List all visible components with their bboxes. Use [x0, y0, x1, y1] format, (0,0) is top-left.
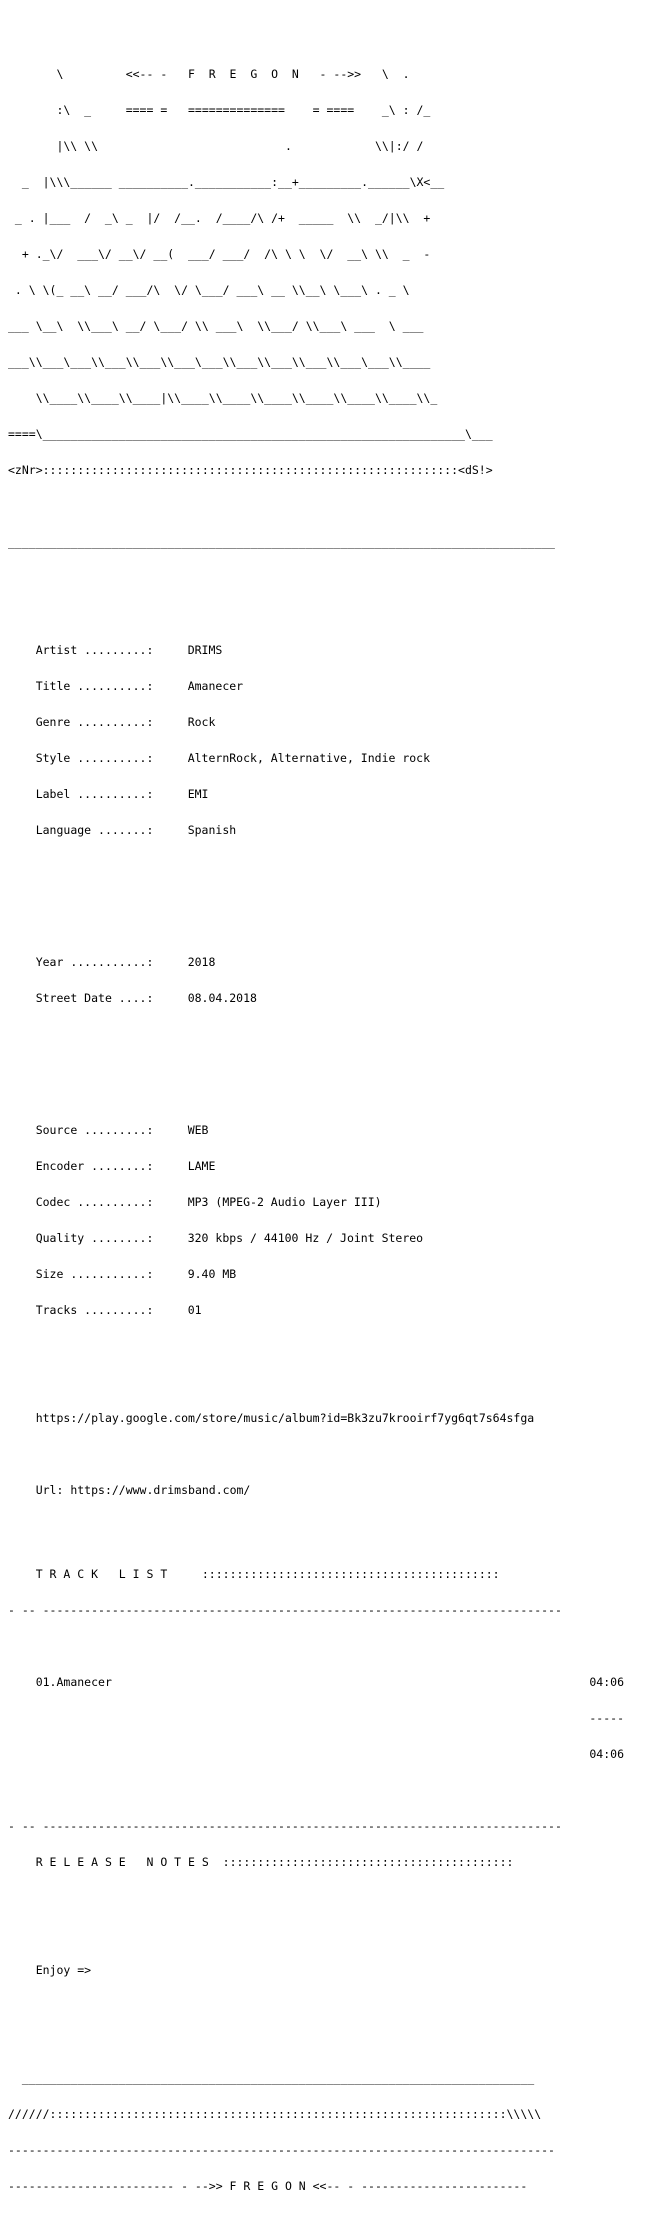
banner-line: + ._\/ ___\/ __\/ __( ___/ ___/ /\ \ \ \/ __\ \\ _ -	[8, 247, 431, 261]
codec-value: MP3 (MPEG-2 Audio Layer III)	[187, 1195, 382, 1209]
banner-line: |\\ \\ . \\|:/ /	[8, 139, 424, 153]
quality-label: Quality ........:	[35, 1231, 154, 1245]
tracks-value: 01	[187, 1303, 202, 1317]
release-notes-text: Enjoy =>	[35, 1963, 92, 1977]
encoder-label: Encoder ........:	[35, 1159, 154, 1173]
year-value: 2018	[187, 955, 216, 969]
track-row	[8, 1676, 624, 1688]
nfo-document	[8, 20, 624, 2228]
banner-line: ====\_____________________________________________________________\___	[8, 427, 493, 441]
banner-line: \\____\\____\\____|\\____\\____\\____\\____\\____\\____\\_	[8, 391, 438, 405]
genre-label: Genre ..........:	[35, 715, 154, 729]
encoder-value: LAME	[187, 1159, 216, 1173]
label-value: EMI	[187, 787, 209, 801]
street-date-label: Street Date ....:	[35, 991, 154, 1005]
dash-rule: - -- ---------------------------------------------------------------------------	[8, 1819, 562, 1833]
release-notes-header: R E L E A S E N O T E S ::::::::::::::::::::::::::::::::::::::::::	[35, 1855, 514, 1869]
source-label: Source .........:	[35, 1123, 154, 1137]
footer-colon-line: //////::::::::::::::::::::::::::::::::::::::::::::::::::::::::::::::::::\\\\\	[8, 2107, 542, 2121]
artist-value: DRIMS	[187, 643, 223, 657]
title-value: Amanecer	[187, 679, 244, 693]
tracks-label: Tracks .........:	[35, 1303, 154, 1317]
total-time: 04:06	[589, 1747, 624, 1761]
banner-line: _ . |___ / _\ _ |/ /__. /____/\ /+ _____ \\ _/|\\ +	[8, 211, 431, 225]
footer	[8, 2048, 624, 2216]
release-info-group-1	[8, 620, 624, 860]
codec-label: Codec ..........:	[35, 1195, 154, 1209]
genre-value: Rock	[187, 715, 216, 729]
street-date-value: 08.04.2018	[187, 991, 257, 1005]
release-info-group-3	[8, 1100, 624, 1340]
footer-rule-top: __________________________________________________________________________	[8, 2071, 535, 2085]
track-list	[8, 1652, 624, 1784]
quality-value: 320 kbps / 44100 Hz / Joint Stereo	[187, 1231, 424, 1245]
store-link[interactable]: https://play.google.com/store/music/album?id=Bk3zu7krooirf7yg6qt7s64sfga	[35, 1411, 535, 1425]
language-value: Spanish	[187, 823, 237, 837]
banner-line: \ <<-- - F R E G O N - -->> \ .	[8, 67, 410, 81]
footer-rule-mid: -------------------------------------------------------------------------------	[8, 2143, 555, 2157]
size-value: 9.40 MB	[187, 1267, 237, 1281]
source-value: WEB	[187, 1123, 209, 1137]
dash-rule: - -- ---------------------------------------------------------------------------	[8, 1603, 562, 1617]
track-time: 04:06	[589, 1675, 624, 1689]
banner-line: :\ _ ==== = ============== = ==== _\ : /_	[8, 103, 431, 117]
banner-line: . \ \(_ __\ __/ ___/\ \/ \___/ ___\ __ \\__\ \___\ . _ \	[8, 283, 417, 297]
footer-signature: ------------------------ - -->> F R E G O N <<-- - ------------------------	[8, 2179, 528, 2193]
size-label: Size ...........:	[35, 1267, 154, 1281]
track-list-header: T R A C K L I S T :::::::::::::::::::::::::::::::::::::::::::	[35, 1567, 500, 1581]
language-label: Language .......:	[35, 823, 154, 837]
release-info-group-2	[8, 932, 624, 1028]
horizontal-rule: _______________________________________________________________________________	[8, 535, 555, 549]
style-label: Style ..........:	[35, 751, 154, 765]
artist-label: Artist .........:	[35, 643, 154, 657]
track-name: 01.Amanecer	[35, 1675, 112, 1689]
banner-line: ___\\___\___\\___\\___\\___\___\\___\\___\\___\\___\___\\____	[8, 355, 431, 369]
banner-line: _ |\\\______ __________.___________:__+_________.______\X<__	[8, 175, 445, 189]
title-label: Title ..........:	[35, 679, 154, 693]
banner-signature-line: <zNr>::::::::::::::::::::::::::::::::::::::::::::::::::::::::::::<dS!>	[8, 463, 493, 477]
label-label: Label ..........:	[35, 787, 154, 801]
website-url[interactable]: Url: https://www.drimsband.com/	[35, 1483, 251, 1497]
banner-line: ___ \__\ \\___\ __/ \___/ \\ ___\ \\___/ \\___\ ___ \ ___	[8, 319, 424, 333]
ascii-banner	[8, 44, 624, 500]
style-value: AlternRock, Alternative, Indie rock	[187, 751, 431, 765]
total-separator: -----	[589, 1711, 624, 1725]
year-label: Year ...........:	[35, 955, 154, 969]
